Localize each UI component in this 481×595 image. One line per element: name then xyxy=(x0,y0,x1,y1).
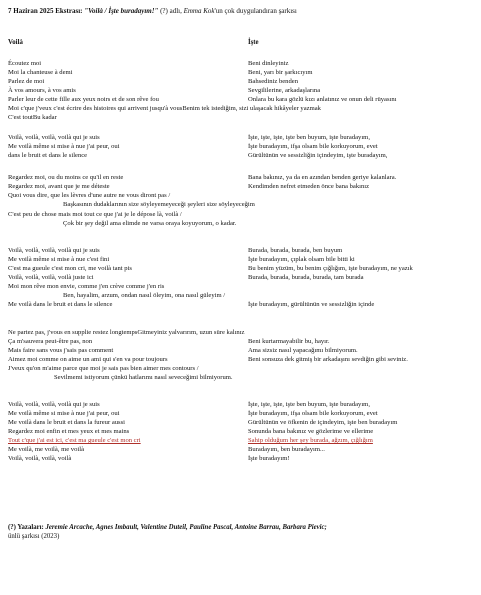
lyric-tr: İşte buradayım, ifşa olsam bile korkuyorum, evet xyxy=(248,410,378,417)
lyric-tr: İşte buradayım, ifşa olsam bile korkuyorum, evet xyxy=(248,143,378,150)
lyric-fr: Me voilà même si mise à nue j'ai peur, oui xyxy=(8,410,120,417)
lyric-fr: Moi mon rêve mon envie, comme j'en crève comme j'en ris xyxy=(8,283,165,290)
column-header-turkish: İşte xyxy=(248,39,259,46)
lyric-fr: Voilà, voilà, voilà, voilà juste ici xyxy=(8,274,94,281)
lyric-fr: Ne partez pas, j'vous en supplie restez longtempsGitmeyiniz yalvarırım, uzun süre kalınız xyxy=(8,329,245,336)
lyric-tr: Beni dinleyiniz xyxy=(248,60,289,67)
lyric-fr: Regardez moi, ou du moins ce qu'il en reste xyxy=(8,174,124,181)
lyric-fr: Me voilà, me voilà, me voilà xyxy=(8,446,84,453)
lyric-fr: C'est peu de chose mais moi tout ce que j'ai je le dépose là, voilà / xyxy=(8,211,182,218)
lyric-tr: Beni, yarı bir şarkıcıyım xyxy=(248,69,313,76)
lyric-fr: À vos amours, à vos amis xyxy=(8,87,76,94)
lyric-fr: Aimez moi comme on aime un ami qui s'en va pour toujours xyxy=(8,356,168,363)
lyric-fr: Voilà, voilà, voilà, voilà qui je suis xyxy=(8,401,100,408)
lyric-tr: Ama sizsiz nasıl yapacağımı bilmiyorum. xyxy=(248,347,358,354)
lyric-tr: İşte, işte, işte, işte ben buyum, işte buradayım, xyxy=(248,134,370,141)
lyric-tr: Gürültünün ve sessizliğin içindeyim, işte buradayım, xyxy=(248,152,388,159)
lyric-fr: dans le bruit et dans le silence xyxy=(8,152,88,159)
lyric-fr: Me voilà même si mise à nue c'est fini xyxy=(8,256,110,263)
lyric-tr: Bahsediniz benden xyxy=(248,78,298,85)
lyric-fr: Mais faire sans vous j'sais pas comment xyxy=(8,347,114,354)
lyric-fr: Regardez moi enfin et mes yeux et mes mains xyxy=(8,428,130,435)
lyric-fr: C'est toutBu kadar xyxy=(8,114,57,121)
lyric-tr: Buradayım, ben buradayım... xyxy=(248,446,325,453)
lyric-tr-indented: Çok bir şey değil ama elimde ne varsa oraya koyuyorum, o kadar. xyxy=(63,220,237,227)
lyric-tr: Burada, burada, burada, ben buyum xyxy=(248,247,343,254)
lyric-fr: C'est ma gueule c'est mon cri, me voilà tant pis xyxy=(8,265,132,272)
lyric-tr-indented: Başkasının dudaklarının size söyleyemeyeceği şeyleri size söyleyeceğim xyxy=(63,201,255,208)
release-note: ünlü şarkısı (2023) xyxy=(8,533,60,540)
lyric-fr: Me voilà dans le bruit et dans le silence xyxy=(8,301,113,308)
lyric-tr-indented: Ben, hayalim, arzum, ondan nasıl öleyim, ona nasıl güleyim / xyxy=(63,292,226,299)
lyric-tr-indented: Sevilmemi istiyorum çünkü hatlarımı nasıl seveceğimi bilmiyorum. xyxy=(54,374,233,381)
lyric-tr: Burada, burada, burada, burada, tam burada xyxy=(248,274,364,281)
lyric-tr: Beni kurtarmayabilir bu, hayır. xyxy=(248,338,330,345)
lyric-tr: İşte buradayım, gürültünün ve sessizliğin içinde xyxy=(248,301,375,308)
lyric-fr: Me voilà dans le bruit et dans la fureur aussi xyxy=(8,419,126,426)
lyric-tr: Beni sonsuza dek gitmiş bir arkadaşını sevdiğin gibi seviniz. xyxy=(248,356,408,363)
lyric-tr-highlighted: Sahip olduğum her şey burada, ağzım, çığlığım xyxy=(248,437,373,444)
lyric-tr: Bana bakınız, ya da en azından benden geriye kalanlara. xyxy=(248,174,397,181)
lyric-tr: Bu benim yüzüm, bu benim çığlığım, işte buradayım, ne yazık xyxy=(248,265,413,272)
lyric-fr: Moi la chanteuse à demi xyxy=(8,69,73,76)
lyric-fr: Voilà, voilà, voilà, voilà qui je suis xyxy=(8,247,100,254)
lyric-tr: Sevgililerine, arkadaşlarına xyxy=(248,87,321,94)
document-title: 7 Haziran 2025 Ekstrası: "Voilà / İşte buradayım!" (?) adlı, Emma Kok'un çok duygulandıran şarkısı xyxy=(8,7,297,15)
lyric-fr: Voilà, voilà, voilà, voilà qui je suis xyxy=(8,134,100,141)
lyric-tr: Onlara bu kara gözlü kızı anlatınız ve onun deli rüyasını xyxy=(248,96,397,103)
lyric-fr: J'veux qu'on m'aime parce que moi je sais pas bien aimer mes contours / xyxy=(8,365,199,372)
lyric-fr: Voilà, voilà, voilà, voilà xyxy=(8,455,72,462)
lyric-tr: İşte, işte, işte, işte ben buyum, işte buradayım, xyxy=(248,401,370,408)
lyric-fr: Moi c'que j'veux c'est écrire des histoires qui arrivent jusqu'à vousBenim tek istediğim, sizi ulaşacak hikâyeler yazmak xyxy=(8,105,321,112)
lyric-fr-highlighted: Tout c'que j'ai est ici, c'est ma gueule c'est mon cri xyxy=(8,437,141,444)
lyric-fr: Parlez de moi xyxy=(8,78,45,85)
lyric-fr: Ça m'sauvera peut-être pas, non xyxy=(8,338,93,345)
lyric-tr: İşte buradayım! xyxy=(248,455,290,462)
lyric-tr: Sonunda bana bakınız ve gözlerime ve ellerime xyxy=(248,428,374,435)
authors-credit: (?) Yazaları: Jeremie Arcache, Agnes Imbault, Valentine Duteil, Pauline Pascal, Antoine Barrau, Barbara Pievic; xyxy=(8,524,327,531)
lyric-tr: Kendimden nefret etmeden önce bana bakınız xyxy=(248,183,370,190)
lyric-tr: Gürültünün ve öfkenin de içindeyim, işte ben buradayım xyxy=(248,419,398,426)
lyric-tr: İşte buradayım, çıplak olsam bile bitti ki xyxy=(248,256,355,263)
lyric-fr: Écoutez moi xyxy=(8,60,42,67)
lyric-fr: Parler leur de cette fille aux yeux noirs et de son rêve fou xyxy=(8,96,159,103)
column-header-french: Voilà xyxy=(8,39,23,46)
lyric-fr: Regardez moi, avant que je me déteste xyxy=(8,183,110,190)
lyric-fr: Quoi vous dire, que les lèvres d'une autre ne vous diront pas / xyxy=(8,192,171,199)
lyric-fr: Me voilà même si mise à nue j'ai peur, oui xyxy=(8,143,120,150)
